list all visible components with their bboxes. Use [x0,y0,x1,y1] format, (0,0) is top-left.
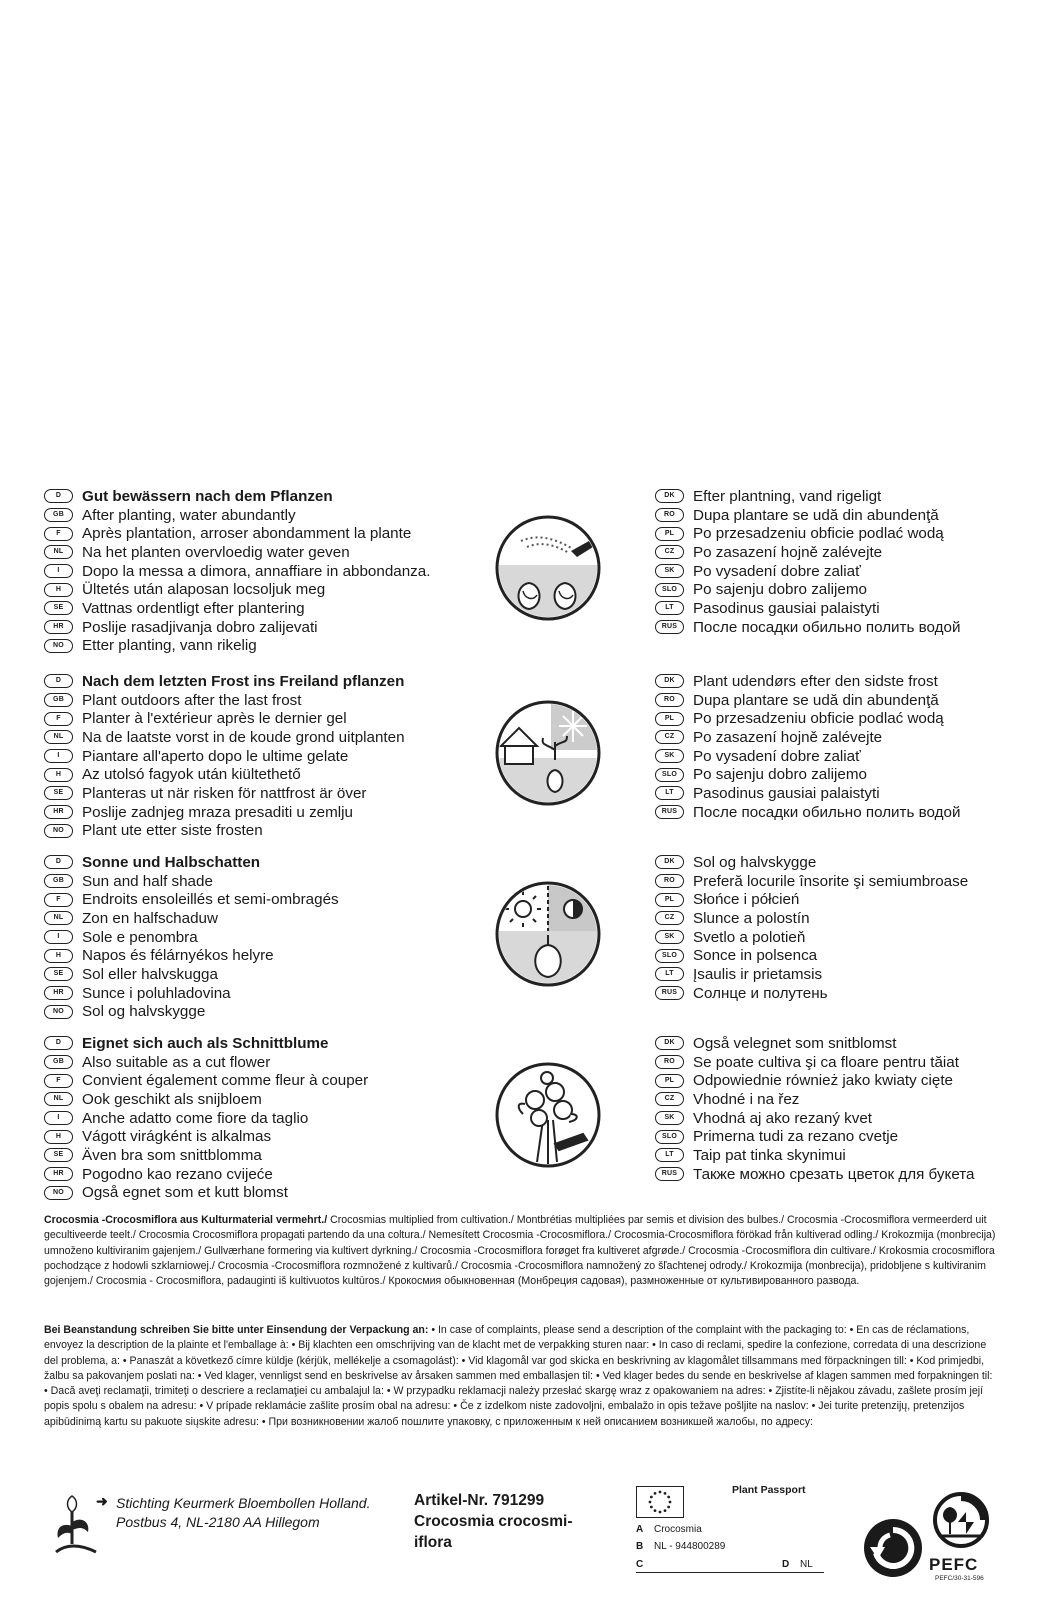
instruction-text: Na de laatste vorst in de koude grond uitplanten [82,728,405,746]
instruction-text: Sonne und Halbschatten [82,853,261,871]
language-code-badge: F [44,1074,73,1088]
article-info [414,1490,573,1553]
organization-postbox: Postbus 4, NL-2180 AA Hillegom [116,1514,320,1530]
origin-lead: Crocosmia -Crocosmiflora aus Kulturmaterial vermehrt./ [44,1214,328,1226]
language-line [655,691,1035,710]
language-code-badge: LT [655,786,684,800]
instruction-text: Sunce i poluhladovina [82,984,231,1002]
language-line [655,618,1035,637]
right-language-column [655,672,1035,822]
language-code-badge: NO [44,1186,73,1200]
language-code-badge: I [44,564,73,578]
language-code-badge: GB [44,1055,73,1069]
instruction-text: Preferă locurile însorite şi semiumbroase [693,872,969,890]
sun-half-shade-icon [493,879,603,989]
language-code-badge: H [44,583,73,597]
language-code-badge: SLO [655,1130,684,1144]
instruction-text: Eignet sich auch als Schnittblume [82,1034,329,1052]
language-line [44,765,504,784]
left-language-column [44,672,504,840]
passport-d-value: NL [800,1559,813,1570]
cut-flower-bouquet-icon [493,1060,603,1170]
language-line [44,1109,504,1128]
instruction-text: После посадки обильно полить водой [693,618,961,636]
language-code-badge: D [44,489,73,503]
instruction-text: Po vysadení dobre zaliať [693,747,861,765]
language-code-badge: DK [655,489,684,503]
instruction-text: Słońce i półcień [693,891,800,909]
instruction-text: Pogodno kao rezano cvijeće [82,1165,273,1183]
language-line [44,1071,504,1090]
language-line [655,1034,1035,1053]
language-code-badge: RUS [655,620,684,634]
language-code-badge: CZ [655,1092,684,1106]
passport-title: Plant Passport [732,1484,806,1496]
language-line [655,803,1035,822]
language-line [44,1034,504,1053]
instruction-text: Также можно срезать цветок для букета [693,1165,975,1183]
organization-address [116,1494,370,1532]
language-line [44,487,504,506]
language-line [655,506,1035,525]
plant-passport [636,1484,826,1574]
language-line [655,928,1035,947]
language-code-badge: SE [44,967,73,981]
language-code-badge: LT [655,601,684,615]
language-code-badge: NL [44,730,73,744]
passport-b-key: B [636,1541,644,1552]
instruction-text: Primerna tudi za rezano cvetje [693,1128,899,1146]
language-code-badge: LT [655,967,684,981]
instruction-text: Poslije rasadjivanja dobro zalijevati [82,618,318,636]
language-code-badge: PL [655,712,684,726]
instruction-text: Ültetés után alaposan locsoljuk meg [82,581,326,599]
language-line [44,965,504,984]
language-code-badge: F [44,712,73,726]
language-line [655,599,1035,618]
instruction-text: Planter à l'extérieur après le dernier gel [82,710,347,728]
language-line [44,1127,504,1146]
pefc-logo-icon [930,1492,992,1554]
instruction-text: Sol og halvskygge [693,853,817,871]
language-line [44,709,504,728]
language-code-badge: SE [44,601,73,615]
language-code-badge: GB [44,693,73,707]
left-language-column [44,853,504,1021]
language-line [655,1109,1035,1128]
language-code-badge: H [44,949,73,963]
language-line [44,1003,504,1022]
instruction-text: Ook geschikt als snijbloem [82,1090,262,1108]
instruction-text: Po vysadení dobre zaliať [693,562,861,580]
instruction-text: Etter planting, vann rikelig [82,637,257,655]
language-code-badge: D [44,855,73,869]
language-line [44,728,504,747]
language-line [44,599,504,618]
instruction-text: Også velegnet som snitblomst [693,1034,897,1052]
instruction-text: Po zasazení hojně zalévejte [693,543,883,561]
instruction-text: Plant udendørs efter den sidste frost [693,672,938,690]
left-language-column [44,1034,504,1202]
language-line [44,784,504,803]
language-line [655,765,1035,784]
language-line [655,1071,1035,1090]
instruction-text: Efter plantning, vand rigeligt [693,487,882,505]
instruction-text: Sol eller halvskugga [82,965,218,983]
language-line [655,890,1035,909]
instruction-text: Plant ute etter siste frosten [82,822,263,840]
language-code-badge: RO [655,874,684,888]
language-code-badge: RUS [655,805,684,819]
instruction-text: Poslije zadnjeg mraza presaditi u zemlju [82,803,353,821]
passport-c-key: C [636,1559,644,1570]
language-code-badge: SK [655,1111,684,1125]
instruction-text: Dopo la messa a dimora, annaffiare in abbondanza. [82,562,431,580]
instruction-text: Även bra som snittblomma [82,1146,262,1164]
language-code-badge: LT [655,1148,684,1162]
instruction-text: Po zasazení hojně zalévejte [693,728,883,746]
origin-paragraph [44,1213,996,1289]
language-code-badge: I [44,930,73,944]
language-code-badge: RO [655,1055,684,1069]
right-language-column [655,853,1035,1003]
instruction-text: Vhodné i na řez [693,1090,800,1108]
language-line [44,803,504,822]
complaints-body: • In case of complaints, please send a description of the complaint with the packaging to: • En cas de réclamations, envoyez la description de la plainte et l'emballage à: • Bij klachten een omschrijving van de klacht met de verpakking sturen naar: • In caso di reclami, spedire la confezione, corredata di una descrizione del problema, a: • Panaszát a következő címre küldje (kérjük, mellékelje a csomagolást): • Vid klagomål var god skicka en beskrivning av klagomålet tillsammans med förpackningen till: • Kod primjedbi, žalbu sa pakovanjem poslati na: • Ved klager, vennligst send en beskrivelse av årsaken sammen med emballasjen til: • Ved klager bedes du sende en beskrivelse af klagen sammen med forpakningen til: • Dacă aveţi reclamaţii, trimiteţi o descriere a reclamaţiei cu ambalajul la: • W przypadku reklamacji należy przesłać skargę wraz z opakowaniem na adres: • Zjistíte-li nějakou závadu, zašlete prosím její popis spolu s obalem na adresu: • V prípade reklamácie zašlite prosím obal na adresu: • Če z izdelkom niste zadovoljni, embalažo in opis težave pošljite na naslov: • Jei turite pretenzijų, pretenzijos apibūdinimą kartu su pakuote siųskite adresu: • При возникновении жалоб пошлите упаковку, с приложенным к ней описанием возникшей жалобы, по адресу: [44,1324,993,1428]
language-line [44,1053,504,1072]
language-code-badge: NL [44,1092,73,1106]
language-code-badge: DK [655,855,684,869]
language-code-badge: PL [655,1074,684,1088]
instruction-text: Az utolsó fagyok után kiültethető [82,766,301,784]
language-code-badge: GB [44,874,73,888]
instruction-text: Sol og halvskygge [82,1003,206,1021]
language-line [44,946,504,965]
instruction-text: Odpowiednie również jako kwiaty cięte [693,1072,954,1090]
language-line [655,487,1035,506]
instruction-text: Plant outdoors after the last frost [82,691,302,709]
organization-name: Stichting Keurmerk Bloembollen Holland. [116,1495,371,1511]
language-line [44,672,504,691]
language-line [44,822,504,841]
instruction-text: After planting, water abundantly [82,506,296,524]
language-code-badge: HR [44,805,73,819]
instruction-text: Po sajenju dobro zalijemo [693,766,867,784]
language-code-badge: GB [44,508,73,522]
language-code-badge: F [44,527,73,541]
instruction-text: Après plantation, arroser abondamment la plante [82,525,412,543]
pefc-code: PEFC/30-31-596 [935,1575,984,1582]
language-line [44,747,504,766]
complaints-paragraph [44,1323,996,1430]
language-line [44,506,504,525]
instruction-text: Also suitable as a cut flower [82,1053,271,1071]
instruction-text: Også egnet som et kutt blomst [82,1184,288,1202]
language-line [655,747,1035,766]
instruction-text: Napos és félárnyékos helyre [82,947,274,965]
language-line [655,1053,1035,1072]
language-code-badge: CZ [655,545,684,559]
language-code-badge: SE [44,786,73,800]
instruction-text: Vattnas ordentligt efter plantering [82,599,305,617]
article-number: Artikel-Nr. 791299 [414,1492,545,1509]
language-code-badge: HR [44,986,73,1000]
language-line [655,872,1035,891]
language-line [655,709,1035,728]
article-name-line1: Crocosmia crocosmi- [414,1513,573,1530]
language-code-badge: RO [655,508,684,522]
watering-can-bulbs-icon [493,513,603,623]
language-code-badge: DK [655,1036,684,1050]
language-line [655,524,1035,543]
arrow-icon: ➜ [96,1493,108,1509]
language-code-badge: HR [44,1167,73,1181]
instruction-text: Planteras ut när risken för nattfrost är över [82,784,367,802]
language-line [44,909,504,928]
language-line [655,1127,1035,1146]
instruction-text: Sonce in polsenca [693,947,818,965]
instruction-text: Солнце и полутень [693,984,828,1002]
language-line [44,853,504,872]
language-line [655,728,1035,747]
language-line [44,890,504,909]
instruction-text: Sole e penombra [82,928,198,946]
origin-body: Crocosmias multiplied from cultivation./ Montbrétias multipliées par semis et division des bulbes./ Crocosmia -Crocosmiflora vermeerderd uit gecultiveerde teelt./ Crocosmia Crocosmiflora propagati partendo da una coltura./ Nemesített Crocosmia -Crocosmiflora./ Crocosmia-Crocosmiflora förökad från kultiverad odling./ Krokozmija (monbrecija) umnoženo kultiviranim gajenjem./ Gullværhane formering via kultivert dyrkning./ Crocosmia -Crocosmiflora forøget fra kultiveret afgrøde./ Crocosmia -Crocosmiflora din cultivare./ Krokosmia crocosmiflora pochodzące z hodowli szklarniowej./ Crocosmia -Crocosmiflora rozmnožené z kultivarů./ Crocosmia -Crocosmiflora namnožený zo šľachtenej odrody./ Krokozmija (monbrecija), pridobljene s kultiviranim gojenjem./ Crocosmia - Crocosmiflora, padauginti iš kultivuotos kultūros./ Крокосмия обыкновенная (Монбреция садовая), размноженные от культивированного развода. [44,1214,996,1288]
passport-b-value: NL - 944800289 [654,1541,726,1552]
language-line [44,984,504,1003]
language-code-badge: D [44,1036,73,1050]
language-code-badge: NO [44,639,73,653]
language-code-badge: RUS [655,986,684,1000]
keurmerk-logo-icon [50,1492,102,1562]
language-line [655,562,1035,581]
language-line [655,1090,1035,1109]
instruction-text: Įsaulis ir prietamsis [693,965,823,983]
instruction-text: Po przesadzeniu obficie podlać wodą [693,525,944,543]
language-line [655,853,1035,872]
left-language-column [44,487,504,655]
language-line [655,984,1035,1003]
language-line [655,909,1035,928]
language-line [44,637,504,656]
instruction-text: Dupa plantare se udă din abundenţă [693,506,939,524]
language-code-badge: I [44,1111,73,1125]
language-line [44,1165,504,1184]
instruction-text: Taip pat tinka skynimui [693,1146,846,1164]
language-line [44,580,504,599]
instruction-text: Nach dem letzten Frost ins Freiland pflanzen [82,672,405,690]
instruction-text: Se poate cultiva şi ca floare pentru tăiat [693,1053,959,1071]
language-line [44,1184,504,1203]
language-line [655,946,1035,965]
language-code-badge: D [44,674,73,688]
passport-a-key: A [636,1524,644,1535]
instruction-text: Po sajenju dobro zalijemo [693,581,867,599]
right-language-column [655,487,1035,637]
language-code-badge: NL [44,545,73,559]
language-line [655,580,1035,599]
language-code-badge: DK [655,674,684,688]
language-code-badge: CZ [655,730,684,744]
instruction-text: Endroits ensoleillés et semi-ombragés [82,891,339,909]
language-code-badge: HR [44,620,73,634]
language-code-badge: NO [44,1005,73,1019]
language-code-badge: H [44,768,73,782]
language-code-badge: SLO [655,583,684,597]
language-code-badge: SLO [655,768,684,782]
language-line [655,672,1035,691]
language-code-badge: SK [655,564,684,578]
language-line [44,524,504,543]
language-code-badge: CZ [655,911,684,925]
eu-flag-icon [636,1486,684,1518]
instruction-text: Svetlo a polotieň [693,928,806,946]
language-code-badge: RO [655,693,684,707]
frost-outdoor-planting-icon [493,698,603,808]
instruction-text: После посадки обильно полить водой [693,803,961,821]
language-code-badge: NL [44,911,73,925]
instruction-text: Po przesadzeniu obficie podlać wodą [693,710,944,728]
instruction-text: Gut bewässern nach dem Pflanzen [82,487,333,505]
language-line [44,1090,504,1109]
instruction-text: Pasodinus gausiai palaistyti [693,784,880,802]
complaints-lead: Bei Beanstandung schreiben Sie bitte unter Einsendung der Verpackung an: [44,1324,429,1336]
language-code-badge: PL [655,893,684,907]
language-line [655,1165,1035,1184]
language-code-badge: SK [655,930,684,944]
language-code-badge: SE [44,1148,73,1162]
language-code-badge: PL [655,527,684,541]
pefc-label: PEFC [929,1555,979,1574]
language-line [44,562,504,581]
language-line [44,691,504,710]
language-code-badge: SLO [655,949,684,963]
instruction-text: Vhodná aj ako rezaný kvet [693,1109,872,1127]
instruction-text: Piantare all'aperto dopo le ultime gelate [82,747,349,765]
instruction-text: Anche adatto come fiore da taglio [82,1109,309,1127]
language-line [44,1146,504,1165]
language-code-badge: F [44,893,73,907]
recycle-logo-icon [862,1517,924,1579]
language-line [44,928,504,947]
language-code-badge: I [44,749,73,763]
language-code-badge: RUS [655,1167,684,1181]
instruction-text: Sun and half shade [82,872,213,890]
language-line [44,872,504,891]
language-code-badge: SK [655,749,684,763]
language-code-badge: H [44,1130,73,1144]
right-language-column [655,1034,1035,1184]
language-line [655,784,1035,803]
language-line [44,618,504,637]
instruction-text: Pasodinus gausiai palaistyti [693,599,880,617]
language-line [655,543,1035,562]
instruction-text: Na het planten overvloedig water geven [82,543,350,561]
instruction-text: Zon en halfschaduw [82,909,218,927]
passport-d-key: D [782,1559,790,1570]
instruction-text: Convient également comme fleur à couper [82,1072,369,1090]
instruction-text: Slunce a polostín [693,909,810,927]
passport-a-value: Crocosmia [654,1524,702,1535]
language-line [655,965,1035,984]
language-code-badge: NO [44,824,73,838]
instruction-text: Dupa plantare se udă din abundenţă [693,691,939,709]
language-line [44,543,504,562]
instruction-text: Vágott virágként is alkalmas [82,1128,272,1146]
language-line [655,1146,1035,1165]
article-name-line2: iflora [414,1534,452,1551]
